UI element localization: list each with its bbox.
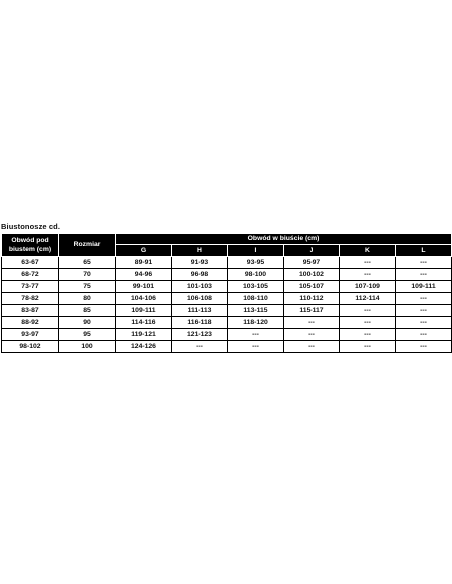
cell-bust: 124-126 (116, 341, 172, 353)
cell-bust: 99-101 (116, 281, 172, 293)
header-bust: Obwód w biuście (cm) (116, 234, 452, 245)
header-size: Rozmiar (59, 234, 116, 257)
cell-size: 85 (59, 305, 116, 317)
cell-bust: 98-100 (228, 269, 284, 281)
header-underbust: Obwód pod biustem (cm) (2, 234, 59, 257)
table-row (2, 269, 452, 281)
cell-underbust: 88-92 (2, 317, 59, 329)
cell-bust: 93-95 (228, 257, 284, 269)
cell-size: 80 (59, 293, 116, 305)
table-row (2, 293, 452, 305)
header-cup: G (116, 245, 172, 257)
cell-underbust: 78-82 (2, 293, 59, 305)
cell-bust: --- (284, 329, 340, 341)
cell-bust: --- (396, 269, 452, 281)
cell-bust: --- (284, 317, 340, 329)
header-cup: L (396, 245, 452, 257)
cell-bust: --- (340, 341, 396, 353)
cell-size: 100 (59, 341, 116, 353)
table-row (2, 257, 452, 269)
cell-bust: 100-102 (284, 269, 340, 281)
table-row (2, 305, 452, 317)
header-cup: J (284, 245, 340, 257)
cell-bust: 109-111 (396, 281, 452, 293)
cell-bust: --- (396, 341, 452, 353)
cell-bust: 109-111 (116, 305, 172, 317)
table-caption: Biustonosze cd. (1, 222, 61, 231)
cell-bust: 103-105 (228, 281, 284, 293)
cell-bust: --- (340, 317, 396, 329)
cell-bust: 114-116 (116, 317, 172, 329)
cell-bust: 96-98 (172, 269, 228, 281)
header-cup: H (172, 245, 228, 257)
cell-bust: --- (340, 257, 396, 269)
cell-bust: --- (396, 305, 452, 317)
cell-size: 65 (59, 257, 116, 269)
cell-bust: --- (340, 329, 396, 341)
cell-bust: 95-97 (284, 257, 340, 269)
cell-size: 90 (59, 317, 116, 329)
table-row (2, 281, 452, 293)
cell-bust: 121-123 (172, 329, 228, 341)
cell-underbust: 63-67 (2, 257, 59, 269)
cell-bust: 107-109 (340, 281, 396, 293)
bra-size-table (1, 233, 452, 353)
cell-bust: --- (340, 305, 396, 317)
cell-bust: 119-121 (116, 329, 172, 341)
cell-bust: 110-112 (284, 293, 340, 305)
cell-bust: 89-91 (116, 257, 172, 269)
cell-underbust: 98-102 (2, 341, 59, 353)
cell-bust: --- (396, 329, 452, 341)
cell-bust: 104-106 (116, 293, 172, 305)
cell-bust: --- (284, 341, 340, 353)
cell-bust: 116-118 (172, 317, 228, 329)
cell-bust: --- (396, 293, 452, 305)
cell-bust: --- (340, 269, 396, 281)
cell-bust: --- (172, 341, 228, 353)
cell-bust: 105-107 (284, 281, 340, 293)
cell-size: 75 (59, 281, 116, 293)
cell-bust: --- (228, 329, 284, 341)
cell-size: 95 (59, 329, 116, 341)
cell-bust: 106-108 (172, 293, 228, 305)
cell-bust: 113-115 (228, 305, 284, 317)
cell-bust: 118-120 (228, 317, 284, 329)
cell-bust: 115-117 (284, 305, 340, 317)
header-cup: K (340, 245, 396, 257)
cell-underbust: 73-77 (2, 281, 59, 293)
cell-bust: 91-93 (172, 257, 228, 269)
cell-bust: 111-113 (172, 305, 228, 317)
cell-bust: 101-103 (172, 281, 228, 293)
cell-underbust: 83-87 (2, 305, 59, 317)
header-cup: I (228, 245, 284, 257)
table-row (2, 329, 452, 341)
cell-underbust: 68-72 (2, 269, 59, 281)
cell-bust: 112-114 (340, 293, 396, 305)
cell-bust: --- (396, 257, 452, 269)
cell-bust: 108-110 (228, 293, 284, 305)
cell-bust: --- (396, 317, 452, 329)
cell-underbust: 93-97 (2, 329, 59, 341)
table-row (2, 317, 452, 329)
cell-size: 70 (59, 269, 116, 281)
cell-bust: 94-96 (116, 269, 172, 281)
cell-bust: --- (228, 341, 284, 353)
size-chart-section (0, 222, 452, 353)
table-row (2, 341, 452, 353)
